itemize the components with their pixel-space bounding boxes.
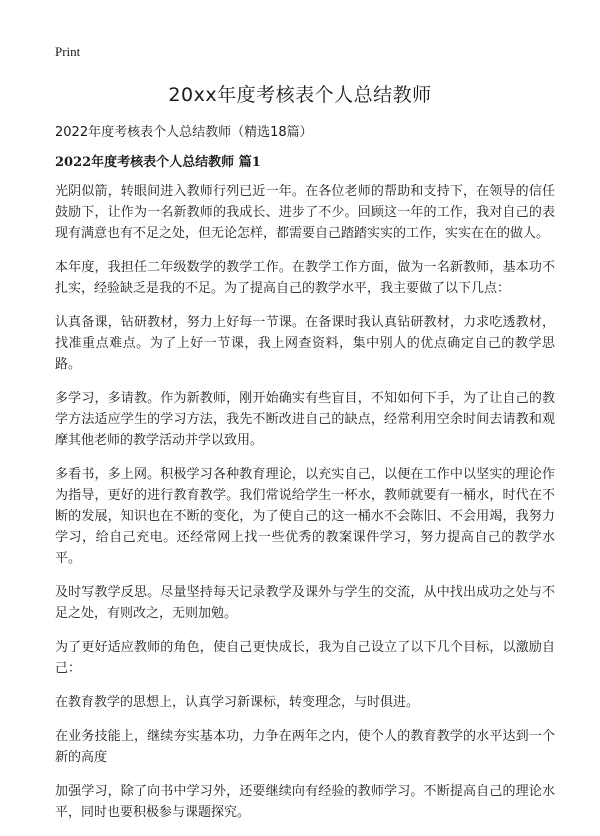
paragraph-2: 本年度，我担任二年级数学的教学工作。在教学工作方面，做为一名新教师，基本功不扎实，经验缺乏是我的不足。为了提高自己的教学水平，我主要做了以下几点： <box>55 260 555 296</box>
paragraph-1: 光阴似箭，转眼间进入教师行列已近一年。在各位老师的帮助和支持下，在领导的信任鼓励下，让作为一名新教师的我成长、进步了不少。回顾这一年的工作，我对自己的表现有满意也有不足之处，但无论怎样，都需要自己踏踏实实的工作，实实在在的做人。 <box>55 184 555 241</box>
document-title: 20xx年度考核表个人总结教师 <box>168 84 432 106</box>
paragraph-3: 认真备课，钻研教材，努力上好每一节课。在备课时我认真钻研教材，力求吃透教材，找准重点难点。为了上好一节课，我上网查资料，集中别人的优点确定自己的教学思路。 <box>55 315 555 372</box>
document-subtitle: 2022年度考核表个人总结教师（精选18篇） <box>55 125 313 140</box>
document-body <box>55 181 555 836</box>
paragraph-9: 在业务技能上，继续夯实基本功，力争在两年之内，使个人的教育教学的水平达到一个新的高度 <box>55 729 555 765</box>
section-heading: 2022年度考核表个人总结教师 篇1 <box>55 155 261 170</box>
paragraph-10: 加强学习，除了向书中学习外，还要继续向有经验的教师学习。不断提高自己的理论水平，同时也要积极参与课题探究。 <box>55 784 555 820</box>
paragraph-6: 及时写教学反思。尽量坚持每天记录教学及课外与学生的交流，从中找出成功之处与不足之处，有则改之，无则加勉。 <box>55 585 555 621</box>
print-link[interactable]: Print <box>55 44 81 59</box>
paragraph-8: 在教育教学的思想上，认真学习新课标，转变理念，与时俱进。 <box>55 695 420 710</box>
paragraph-7: 为了更好适应教师的角色，使自己更快成长，我为自己设立了以下几个目标，以激励自己： <box>55 640 555 676</box>
paragraph-5: 多看书，多上网。积极学习各种教育理论，以充实自己，以便在工作中以坚实的理论作为指导，更好的进行教育教学。我们常说给学生一杯水，教师就要有一桶水，时代在不断的发展，知识也在不断的变化，为了使自己的这一桶水不会陈旧、不会用竭，我努力学习，给自己充电。还经常网上找一些优秀的教案课件学习，努力提高自己的教学水平。 <box>55 467 555 566</box>
paragraph-4: 多学习，多请教。作为新教师，刚开始确实有些盲目，不知如何下手，为了让自己的教学方法适应学生的学习方法，我先不断改进自己的缺点，经常利用空余时间去请教和观摩其他老师的教学活动并学以致用。 <box>55 391 555 448</box>
